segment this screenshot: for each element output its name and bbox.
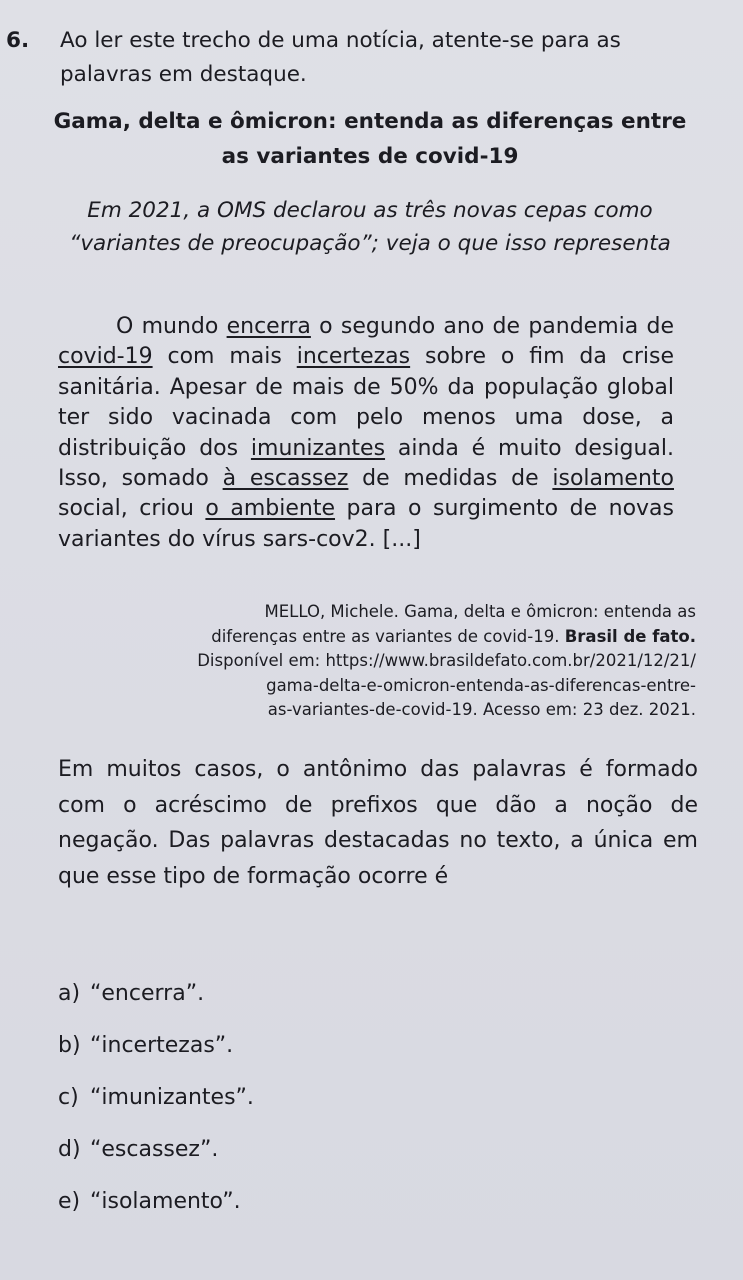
citation-line: MELLO, Michele. Gama, delta e ômicron: entenda as: [264, 602, 696, 621]
citation-publisher: Brasil de fato.: [564, 626, 696, 646]
citation-url-line: gama-delta-e-omicron-entenda-as-diferencas-entre-: [266, 675, 696, 695]
question-header: [6, 24, 706, 92]
highlighted-word-incertezas: incertezas: [296, 344, 411, 370]
highlighted-word-escassez: à escassez: [222, 466, 349, 492]
option-e[interactable]: [58, 1180, 658, 1232]
question-number: 6.: [6, 28, 30, 53]
body-text-segment: O mundo: [116, 314, 227, 339]
option-text: “escassez”.: [90, 1137, 219, 1162]
question-prompt: Ao ler este trecho de uma notícia, atente-se para as palavras em destaque.: [60, 28, 621, 87]
highlighted-word-covid: covid-19: [58, 344, 153, 370]
citation-text: diferenças entre as variantes de covid-19.: [211, 626, 565, 646]
highlighted-word-isolamento: isolamento: [552, 466, 674, 492]
body-text-segment: sobre o fim da crise sanitária. Apesar de mais de 50% da população global ter sido vacinada com pelo menos uma dose, a distribuição dos: [58, 344, 674, 461]
option-letter: a): [58, 981, 81, 1006]
citation-access-line: as-variantes-de-covid-19. Acesso em: 23 dez. 2021.: [267, 700, 696, 719]
highlighted-word-encerra: encerra: [226, 314, 311, 339]
option-a[interactable]: [58, 972, 658, 1024]
article-body: [58, 312, 674, 555]
answer-options: [58, 972, 658, 1232]
option-letter: b): [58, 1033, 81, 1058]
article-subheadline: Em 2021, a OMS declarou as três novas cepas como “variantes de preocupação”; veja o que isso representa: [69, 198, 671, 256]
body-text-segment: de medidas de: [348, 466, 553, 492]
body-text-segment: social, criou: [58, 496, 206, 522]
body-text-segment: ainda é muito desigual. Isso, somado: [58, 435, 674, 492]
citation-line: [110, 625, 696, 650]
option-text: “imunizantes”.: [90, 1085, 254, 1110]
article-headline: Gama, delta e ômicron: entenda as diferenças entre as variantes de covid-19: [53, 109, 687, 169]
highlighted-word-ambiente: o ambiente: [205, 496, 336, 522]
citation-url-line: Disponível em: https://www.brasildefato.com.br/2021/12/21/: [197, 651, 696, 670]
option-text: “encerra”.: [90, 981, 205, 1006]
body-text-segment: o segundo ano de pandemia de: [310, 314, 674, 339]
question-instruction: Em muitos casos, o antônimo das palavras é formado com o acréscimo de prefixos que dão a noção de negação. Das palavras destacadas no texto, a única em que esse tipo de formação ocorre é: [58, 757, 698, 889]
option-letter: e): [58, 1189, 81, 1214]
article-source-citation: [110, 600, 696, 723]
option-d[interactable]: [58, 1128, 658, 1180]
body-text-segment: para o surgimento de novas variantes do vírus sars-cov2. [...]: [58, 496, 675, 552]
option-text: “isolamento”.: [90, 1189, 241, 1214]
option-b[interactable]: [58, 1024, 658, 1076]
option-letter: d): [58, 1137, 81, 1162]
option-letter: c): [58, 1085, 79, 1110]
body-text-segment: com mais: [152, 344, 297, 370]
option-c[interactable]: [58, 1076, 658, 1128]
option-text: “incertezas”.: [90, 1033, 234, 1058]
article-paragraph: [58, 312, 674, 555]
highlighted-word-imunizantes: imunizantes: [250, 435, 386, 461]
